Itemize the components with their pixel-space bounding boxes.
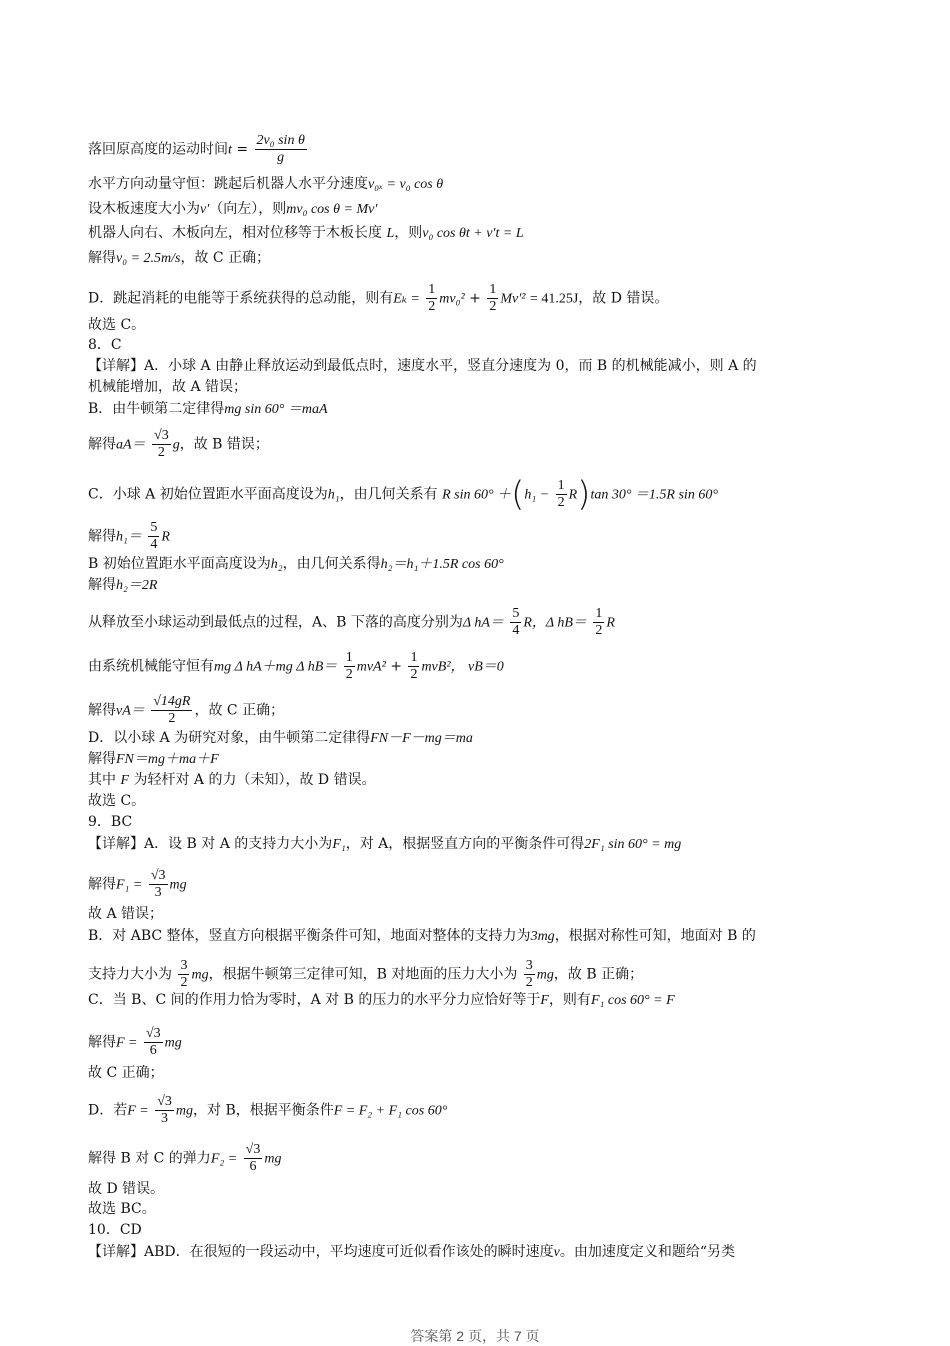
- text-line: 故 D 错误。: [88, 1181, 165, 1197]
- text-line: B 初始位置距水平面高度设为h₂，由几何关系得h₂＝h₁＋1.5R cos 60°: [88, 556, 504, 572]
- text-line: 故 C 正确；: [88, 1065, 164, 1081]
- text-line: 【详解】A．设 B 对 A 的支持力大小为F₁，对 A，根据竖直方向的平衡条件可得2F₁ sin 60° = mg: [88, 836, 682, 852]
- text-line: 支持力大小为 $\frac{3}{2}$ mg，根据牛顿第三定律可知，B 对地面的压力大小为 $\frac{3}{2}$ mg，故 B 正确；: [88, 958, 644, 990]
- text-line: 其中 F 为轻杆对 A 的力（未知），故 D 错误。: [88, 772, 376, 788]
- question-number: 10．CD: [88, 1222, 142, 1238]
- text-line: 解得F₁ = $\frac{√3}{3}$ mg: [88, 868, 187, 900]
- page-footer: 答案第 2 页，共 7 页: [410, 1328, 540, 1344]
- text-line: 【详解】A．小球 A 由静止释放运动到最低点时，速度水平，竖直分速度为 0，而 B 的机械能减小，则 A 的: [88, 358, 757, 374]
- text-line: 机械能增加，故 A 错误；: [88, 379, 248, 395]
- text-line: C．小球 A 初始位置距水平面高度设为h₁，由几何关系有 R sin 60° ＋(h₁ − $\frac{1}{2}$ R)tan 30° ＝1.5R sin 60°: [88, 474, 718, 515]
- text-line: 解得h₂＝2R: [88, 577, 158, 593]
- text-line: 解得vA＝ $\frac{√14gR}{2}$ ，故 C 正确；: [88, 694, 285, 726]
- text-line: 解得F = $\frac{√3}{6}$ mg: [88, 1026, 182, 1058]
- text-line: 故选 C。: [88, 317, 146, 333]
- question-number: 8．C: [88, 337, 122, 353]
- text-line: 【详解】ABD．在很短的一段运动中，平均速度可近似看作该处的瞬时速度v。由加速度定义和题给“另类: [88, 1244, 736, 1260]
- text-line: 解得 B 对 C 的弹力F₂ = $\frac{√3}{6}$ mg: [88, 1142, 282, 1174]
- text-line: 由系统机械能守恒有mg Δ hA＋mg Δ hB＝ $\frac{1}{2}$ mvA² + $\frac{1}{2}$ mvB²， vB＝0: [88, 650, 504, 682]
- fraction: $\frac{\text{2v₀ sin θ}}{g}$: [256, 133, 305, 165]
- math-var: t: [228, 142, 232, 158]
- text-line: D．以小球 A 为研究对象，由牛顿第二定律得FN－F－mg＝ma: [88, 730, 473, 746]
- text-line: 从释放至小球运动到最低点的过程，A、B 下落的高度分别为Δ hA＝ $\frac{5}{4}$ R，Δ hB＝ $\frac{1}{2}$ R: [88, 606, 615, 638]
- text-line: D．跳起消耗的电能等于系统获得的总动能，则有Eₖ = $\frac{1}{2}$ mv₀² + $\frac{1}{2}$ Mv′² = 41.25J，故 D 错误。: [88, 282, 669, 314]
- text-line: B．由牛顿第二定律得mg sin 60° ＝maA: [88, 401, 328, 417]
- text: 落回原高度的运动时间: [88, 141, 228, 158]
- text-line: 解得v₀ = 2.5m/s，故 C 正确；: [88, 250, 271, 266]
- text-line: D．若F = $\frac{√3}{3}$ mg，对 B，根据平衡条件F = F₂ + F₁ cos 60°: [88, 1094, 448, 1126]
- text-line: C．当 B、C 间的作用力恰为零时，A 对 B 的压力的水平分力应恰好等于F，则有F₁ cos 60° = F: [88, 992, 675, 1008]
- question-number: 9．BC: [88, 814, 133, 830]
- text-line: 解得h₁＝ $\frac{5}{4}$ R: [88, 520, 170, 552]
- text-line: 故 A 错误；: [88, 906, 164, 922]
- text-line: 解得FN＝mg＋ma＋F: [88, 751, 219, 767]
- text-line: 落回原高度的运动时间t = $\frac{\text{2v₀ sin θ}}{g}$: [88, 133, 305, 165]
- text-line: 机器人向右、木板向左，相对位移等于木板长度 L，则v₀ cos θt + v′t = L: [88, 225, 524, 241]
- text-line: 故选 BC。: [88, 1201, 156, 1217]
- text-line: 故选 C。: [88, 793, 146, 809]
- text-line: B．对 ABC 整体，竖直方向根据平衡条件可知，地面对整体的支持力为3mg，根据对称性可知，地面对 B 的: [88, 928, 756, 944]
- text-line: 设木板速度大小为v′（向左），则mv₀ cos θ = Mv′: [88, 201, 378, 217]
- text-line: 解得aA＝ $\frac{√3}{2}$ g，故 B 错误；: [88, 428, 269, 460]
- text-line: 水平方向动量守恒：跳起后机器人水平分速度v₀ₓ = v₀ cos θ: [88, 176, 444, 192]
